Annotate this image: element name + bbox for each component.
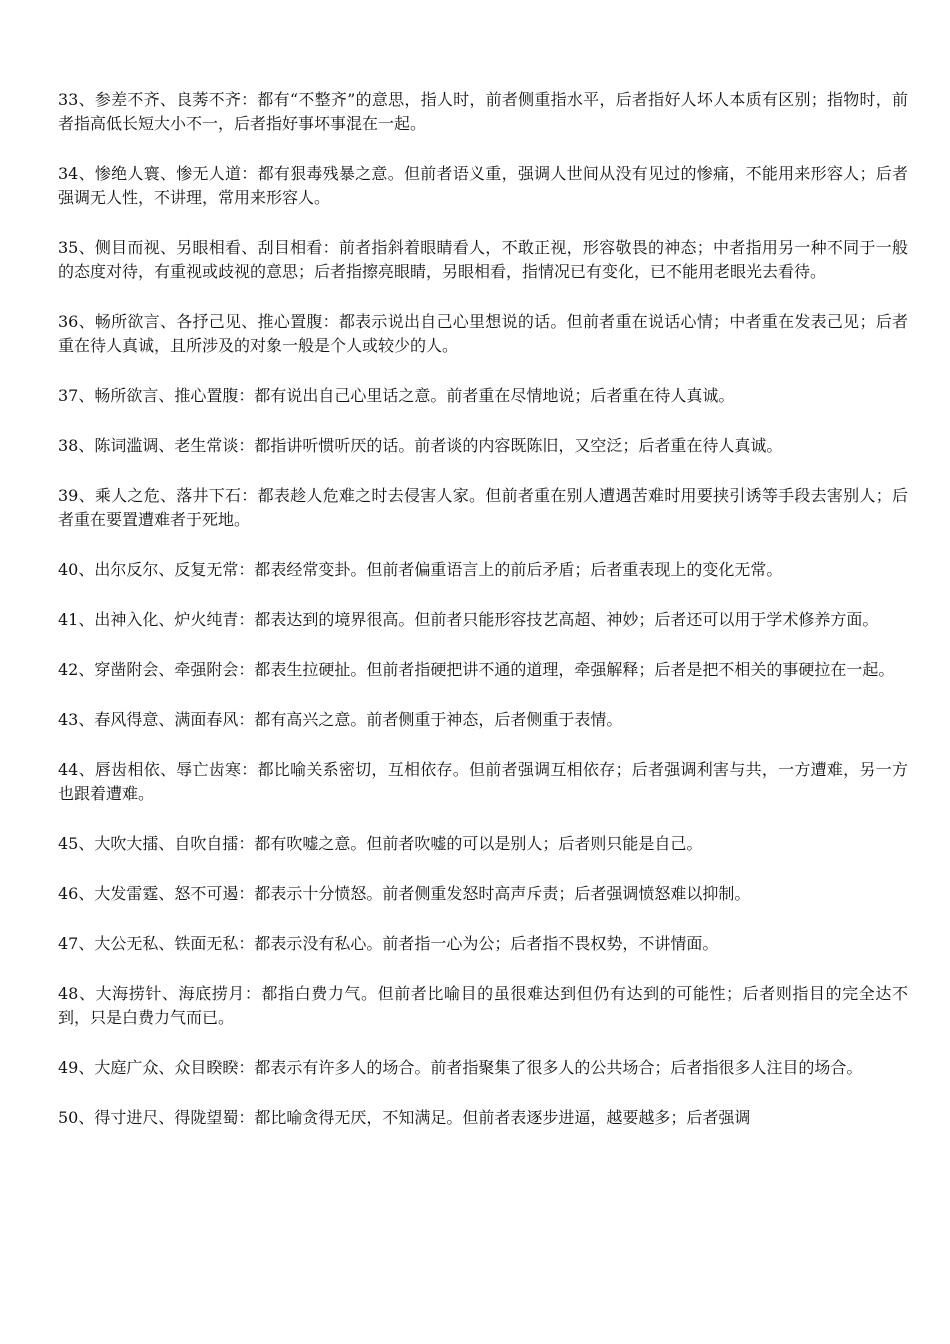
entry-37: 37、畅所欲言、推心置腹：都有说出自己心里话之意。前者重在尽情地说；后者重在待人真诚。 — [58, 386, 735, 405]
entry-38: 38、陈词滥调、老生常谈：都指讲听惯听厌的话。前者谈的内容既陈旧，又空泛；后者重在待人真诚。 — [58, 436, 783, 455]
entry-43: 43、春风得意、满面春风：都有高兴之意。前者侧重于神态，后者侧重于表情。 — [58, 710, 623, 729]
entry-48: 48、大海捞针、海底捞月：都指白费力气。但前者比喻目的虽很难达到但仍有达到的可能性；后者则指目的完全达不到，只是白费力气而已。 — [58, 984, 908, 1027]
document-page — [58, 88, 908, 1156]
entry-35: 35、侧目而视、另眼相看、刮目相看：前者指斜着眼睛看人，不敢正视，形容敬畏的神态；中者指用另一种不同于一般的态度对待，有重视或歧视的意思；后者指擦亮眼睛，另眼相看，指情况已有变化，已不能用老眼光去看待。 — [58, 238, 908, 281]
entry-33: 33、参差不齐、良莠不齐：都有“不整齐”的意思，指人时，前者侧重指水平，后者指好人坏人本质有区别；指物时，前者指高低长短大小不一，后者指好事坏事混在一起。 — [58, 90, 908, 133]
entry-36: 36、畅所欲言、各抒己见、推心置腹：都表示说出自己心里想说的话。但前者重在说话心情；中者重在发表己见；后者重在待人真诚，且所涉及的对象一般是个人或较少的人。 — [58, 312, 908, 355]
entry-46: 46、大发雷霆、怒不可遏：都表示十分愤怒。前者侧重发怒时高声斥责；后者强调愤怒难以抑制。 — [58, 884, 751, 903]
entry-34: 34、惨绝人寰、惨无人道：都有狠毒残暴之意。但前者语义重，强调人世间从没有见过的惨痛，不能用来形容人；后者强调无人性，不讲理，常用来形容人。 — [58, 164, 908, 207]
entry-49: 49、大庭广众、众目睽睽：都表示有许多人的场合。前者指聚集了很多人的公共场合；后者指很多人注目的场合。 — [58, 1058, 863, 1077]
entry-44: 44、唇齿相依、辱亡齿寒：都比喻关系密切，互相依存。但前者强调互相依存；后者强调利害与共，一方遭难，另一方也跟着遭难。 — [58, 760, 908, 803]
entry-42: 42、穿凿附会、牵强附会：都表生拉硬扯。但前者指硬把讲不通的道理，牵强解释；后者是把不相关的事硬拉在一起。 — [58, 660, 895, 679]
entry-45: 45、大吹大擂、自吹自擂：都有吹嘘之意。但前者吹嘘的可以是别人；后者则只能是自己。 — [58, 834, 703, 853]
entry-50: 50、得寸进尺、得陇望蜀：都比喻贪得无厌，不知满足。但前者表逐步进逼，越要越多；后者强调 — [58, 1108, 751, 1127]
entry-47: 47、大公无私、铁面无私：都表示没有私心。前者指一心为公；后者指不畏权势，不讲情面。 — [58, 934, 719, 953]
entry-39: 39、乘人之危、落井下石：都表趁人危难之时去侵害人家。但前者重在别人遭遇苦难时用要挟引诱等手段去害别人；后者重在要置遭难者于死地。 — [58, 486, 908, 529]
entry-40: 40、出尔反尔、反复无常：都表经常变卦。但前者偏重语言上的前后矛盾；后者重表现上的变化无常。 — [58, 560, 783, 579]
entry-41: 41、出神入化、炉火纯青：都表达到的境界很高。但前者只能形容技艺高超、神妙；后者还可以用于学术修养方面。 — [58, 610, 879, 629]
